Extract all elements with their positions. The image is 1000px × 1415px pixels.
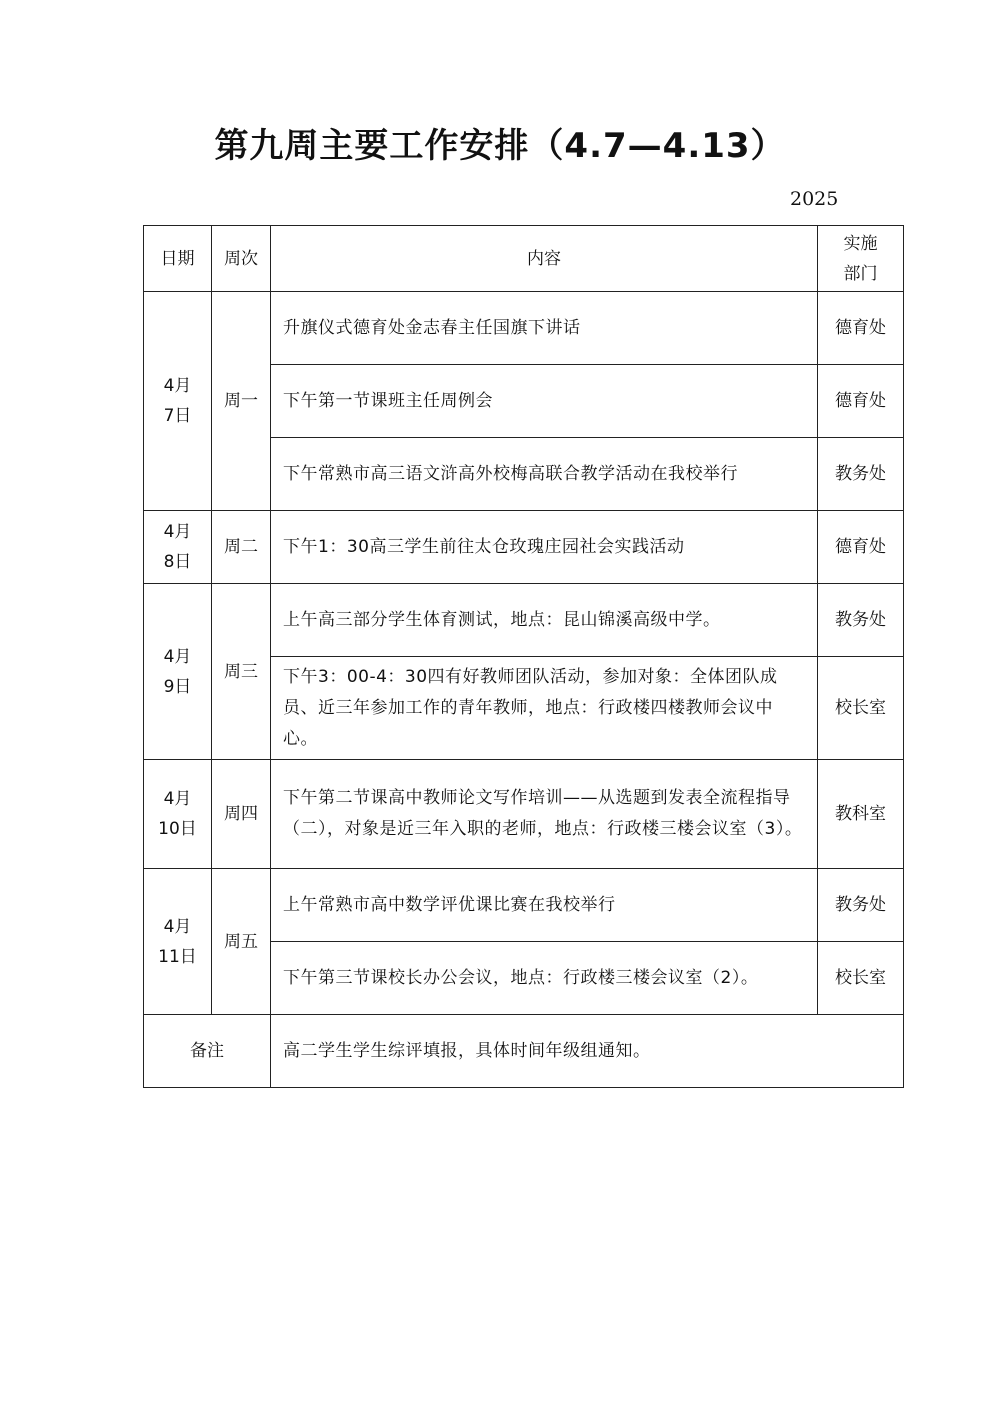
dept-cell: 教务处 <box>818 584 904 657</box>
dept-cell: 教科室 <box>818 760 904 869</box>
date-cell <box>144 292 212 511</box>
header-row <box>144 226 904 292</box>
dept-cell: 德育处 <box>818 365 904 438</box>
header-week: 周次 <box>212 226 271 292</box>
content-cell: 上午高三部分学生体育测试，地点：昆山锦溪高级中学。 <box>271 584 818 657</box>
header-dept-line1: 实施 <box>843 233 878 254</box>
date-month: 4月 <box>163 522 192 542</box>
dept-cell: 校长室 <box>818 657 904 760</box>
page-title: 第九周主要工作安排（4.7—4.13） <box>214 126 786 166</box>
date-day: 8日 <box>163 552 192 572</box>
date-day: 7日 <box>163 406 192 426</box>
dept-cell: 教务处 <box>818 869 904 942</box>
content-cell: 下午3：00-4：30四有好教师团队活动，参加对象：全体团队成员、近三年参加工作的青年教师，地点：行政楼四楼教师会议中心。 <box>271 657 818 760</box>
content-cell: 下午1：30高三学生前往太仓玫瑰庄园社会实践活动 <box>271 511 818 584</box>
date-cell <box>144 760 212 869</box>
content-cell: 下午常熟市高三语文浒高外校梅高联合教学活动在我校举行 <box>271 438 818 511</box>
date-month: 4月 <box>163 376 192 396</box>
dept-cell: 德育处 <box>818 292 904 365</box>
header-content: 内容 <box>271 226 818 292</box>
date-month: 4月 <box>163 916 192 937</box>
date-day: 10日 <box>158 819 197 839</box>
date-cell <box>144 584 212 760</box>
dept-cell: 校长室 <box>818 942 904 1015</box>
table-row <box>144 584 904 657</box>
dept-cell: 德育处 <box>818 511 904 584</box>
table-row <box>144 292 904 365</box>
date-day: 11日 <box>158 946 197 967</box>
weekday-cell: 周三 <box>212 584 271 760</box>
content-cell: 下午第二节课高中教师论文写作培训——从选题到发表全流程指导（二），对象是近三年入职的老师，地点：行政楼三楼会议室（3）。 <box>271 760 818 869</box>
date-cell <box>144 869 212 1015</box>
weekday-cell: 周五 <box>212 869 271 1015</box>
content-cell: 上午常熟市高中数学评优课比赛在我校举行 <box>271 869 818 942</box>
header-date: 日期 <box>144 226 212 292</box>
table-row <box>144 869 904 942</box>
schedule-table <box>143 225 904 1088</box>
table-row <box>144 760 904 869</box>
date-month: 4月 <box>163 646 192 667</box>
content-cell: 下午第三节课校长办公会议，地点：行政楼三楼会议室（2）。 <box>271 942 818 1015</box>
table-row <box>144 511 904 584</box>
weekday-cell: 周二 <box>212 511 271 584</box>
weekday-cell: 周四 <box>212 760 271 869</box>
dept-cell: 教务处 <box>818 438 904 511</box>
content-cell: 下午第一节课班主任周例会 <box>271 365 818 438</box>
remarks-content: 高二学生学生综评填报，具体时间年级组通知。 <box>271 1015 904 1088</box>
header-dept <box>818 226 904 292</box>
remarks-row <box>144 1015 904 1088</box>
remarks-label: 备注 <box>144 1015 271 1088</box>
date-day: 9日 <box>163 676 192 697</box>
date-cell <box>144 511 212 584</box>
header-dept-line2: 部门 <box>843 263 878 284</box>
date-month: 4月 <box>163 789 192 809</box>
content-cell: 升旗仪式德育处金志春主任国旗下讲话 <box>271 292 818 365</box>
year-label: 2025 <box>790 188 839 210</box>
weekday-cell: 周一 <box>212 292 271 511</box>
